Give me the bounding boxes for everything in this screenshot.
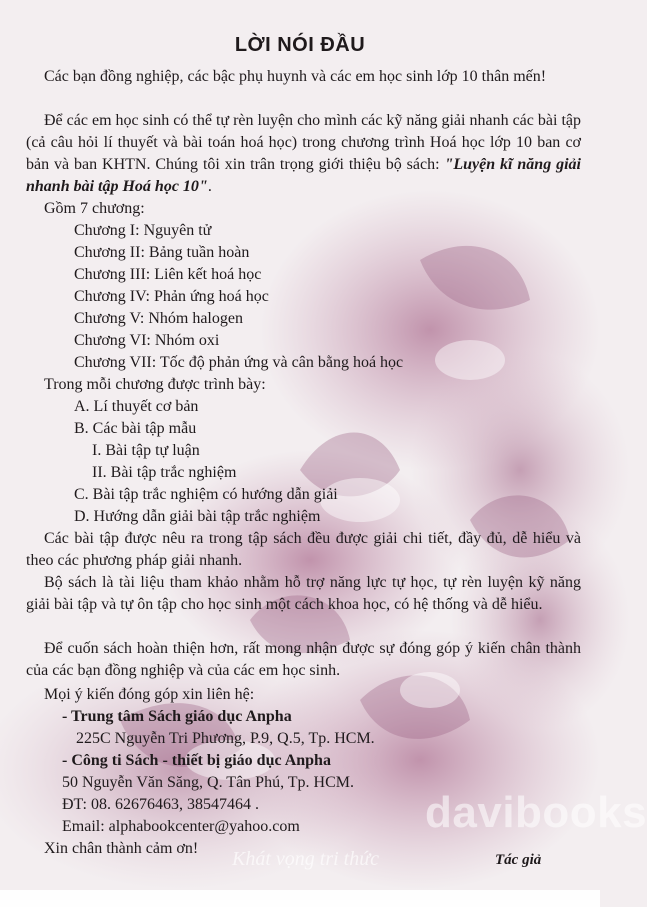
structure-subitem: II. Bài tập trắc nghiệm: [92, 464, 237, 481]
structure-item: D. Hướng dẫn giải bài tập trắc nghiệm: [74, 508, 321, 525]
chapter-item: Chương VI: Nhóm oxi: [74, 332, 220, 349]
chapter-item: Chương V: Nhóm halogen: [74, 310, 243, 327]
structure-subitem: I. Bài tập tự luận: [92, 442, 200, 459]
contact-org1-name: - Trung tâm Sách giáo dục Anpha: [62, 708, 292, 725]
book-title: "Luyện kĩ năng giải nhanh bài tập Hoá học 10": [26, 156, 581, 195]
structure-item: A. Lí thuyết cơ bản: [74, 398, 199, 415]
structure-heading: Trong mỗi chương được trình bày:: [44, 376, 266, 393]
intro-text: Để các em học sinh có thể tự rèn luyện cho mình các kỹ năng giải nhanh các bài tập (cả câu hỏi lí thuyết và bài toán hoá học) trong chương trình Hoá học lớp 10 ban cơ bản và ban KHTN. Chúng tôi xin trân trọng giới thiệu bộ sách:: [26, 112, 581, 173]
contact-email: Email: alphabookcenter@yahoo.com: [62, 818, 300, 835]
chapter-item: Chương I: Nguyên tử: [74, 222, 212, 239]
paragraph-feedback: Để cuốn sách hoàn thiện hơn, rất mong nhận được sự đóng góp ý kiến chân thành của các bạn đồng nghiệp và của các em học sinh.: [26, 640, 581, 679]
contact-org2-address: 50 Nguyễn Văn Săng, Q. Tân Phú, Tp. HCM.: [62, 774, 354, 791]
chapter-item: Chương III: Liên kết hoá học: [74, 266, 262, 283]
greeting-paragraph: Các bạn đồng nghiệp, các bậc phụ huynh và các em học sinh lớp 10 thân mến!: [44, 68, 547, 85]
watermark-slogan: Khát vọng tri thức: [232, 848, 380, 870]
intro-paragraph: [26, 110, 581, 198]
watermark-logo: davibooks: [425, 788, 647, 837]
contact-org2-name: - Công ti Sách - thiết bị giáo dục Anpha: [62, 752, 331, 769]
intro-end: .: [207, 178, 212, 195]
page-title: LỜI NÓI ĐẦU: [234, 34, 366, 56]
contact-heading: Mọi ý kiến đóng góp xin liên hệ:: [44, 686, 255, 703]
author-signature: Tác giả: [495, 852, 542, 868]
chapter-item: Chương II: Bảng tuần hoàn: [74, 244, 250, 261]
paragraph-solutions: Các bài tập được nêu ra trong tập sách đều được giải chi tiết, đầy đủ, dễ hiểu và theo các phương pháp giải nhanh.: [26, 530, 581, 569]
chapter-item: Chương VII: Tốc độ phản ứng và cân bằng hoá học: [74, 354, 404, 371]
contact-org1-address: 225C Nguyễn Tri Phương, P.9, Q.5, Tp. HCM.: [76, 730, 375, 747]
chapters-heading: Gồm 7 chương:: [44, 200, 145, 217]
closing-thanks: Xin chân thành cảm ơn!: [44, 840, 199, 857]
structure-item: B. Các bài tập mẫu: [74, 420, 197, 437]
contact-phone: ĐT: 08. 62676463, 38547464 .: [62, 796, 259, 813]
paragraph-purpose: Bộ sách là tài liệu tham khảo nhằm hỗ trợ năng lực tự học, tự rèn luyện kỹ năng giải bài tập và tự ôn tập cho học sinh một cách khoa học, có hệ thống và dễ hiểu.: [26, 574, 581, 613]
chapter-item: Chương IV: Phản ứng hoá học: [74, 288, 269, 305]
structure-item: C. Bài tập trắc nghiệm có hướng dẫn giải: [74, 486, 338, 503]
